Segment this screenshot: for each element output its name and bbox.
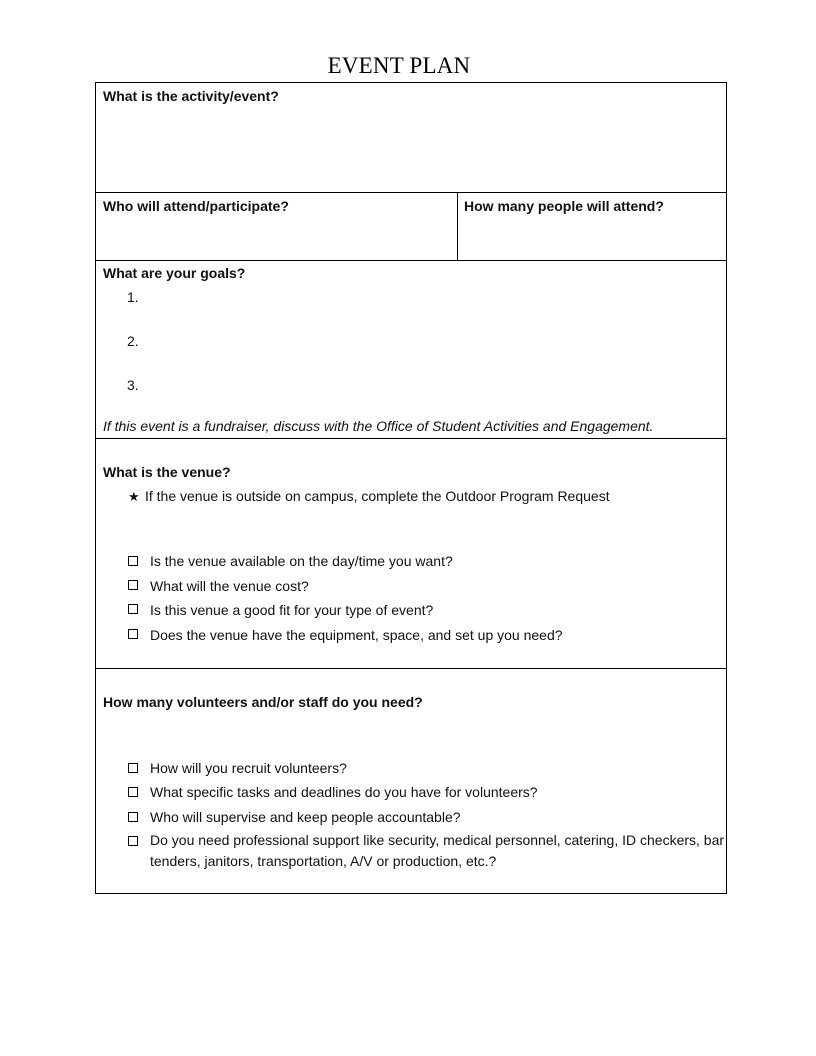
volunteers-question: How many volunteers and/or staff do you need? (103, 694, 423, 710)
goal-answer-2[interactable] (146, 331, 716, 353)
who-attend-question: Who will attend/participate? (103, 198, 289, 214)
star-icon: ★ (128, 489, 140, 504)
venue-check-label-3: Is this venue a good fit for your type of event? (150, 602, 434, 618)
checkbox-supervise[interactable] (128, 812, 138, 822)
row-divider (96, 192, 726, 193)
activity-question: What is the activity/event? (103, 88, 279, 104)
page-title: EVENT PLAN (327, 53, 471, 78)
checkbox-venue-fit[interactable] (128, 604, 138, 614)
fundraiser-note: If this event is a fundraiser, discuss with the Office of Student Activities and Engagement. (103, 418, 654, 434)
outdoor-request-note: If the venue is outside on campus, complete the Outdoor Program Request (145, 488, 610, 504)
checkbox-venue-equipment[interactable] (128, 629, 138, 639)
row-divider (96, 668, 726, 669)
venue-check-label-4: Does the venue have the equipment, space, and set up you need? (150, 627, 563, 643)
volunteer-check-label-3: Who will supervise and keep people accountable? (150, 809, 461, 825)
goal-number-3: 3. (127, 377, 139, 393)
goal-number-1: 1. (127, 289, 139, 305)
checkbox-tasks-deadlines[interactable] (128, 787, 138, 797)
checkbox-venue-cost[interactable] (128, 580, 138, 590)
checkbox-professional-support[interactable] (128, 836, 138, 846)
how-many-attend-question: How many people will attend? (464, 198, 664, 214)
venue-question: What is the venue? (103, 464, 231, 480)
event-plan-form (95, 82, 727, 894)
activity-answer-area[interactable] (96, 103, 726, 191)
checkbox-recruit-volunteers[interactable] (128, 763, 138, 773)
volunteer-check-label-1: How will you recruit volunteers? (150, 760, 347, 776)
checkbox-venue-available[interactable] (128, 556, 138, 566)
venue-check-label-2: What will the venue cost? (150, 578, 309, 594)
row-divider (96, 438, 726, 439)
venue-check-label-1: Is the venue available on the day/time you want? (150, 553, 453, 569)
how-many-attend-answer-area[interactable] (458, 215, 726, 259)
row-divider (96, 260, 726, 261)
volunteer-check-label-4: Do you need professional support like security, medical personnel, catering, ID checkers, bar tenders, janitors, transportation, A/V or production, etc.? (150, 832, 725, 869)
goals-question: What are your goals? (103, 265, 246, 281)
volunteer-check-label-2: What specific tasks and deadlines do you have for volunteers? (150, 784, 538, 800)
who-attend-answer-area[interactable] (96, 215, 457, 259)
goal-answer-1[interactable] (146, 287, 716, 309)
goal-number-2: 2. (127, 333, 139, 349)
goal-answer-3[interactable] (146, 375, 716, 397)
